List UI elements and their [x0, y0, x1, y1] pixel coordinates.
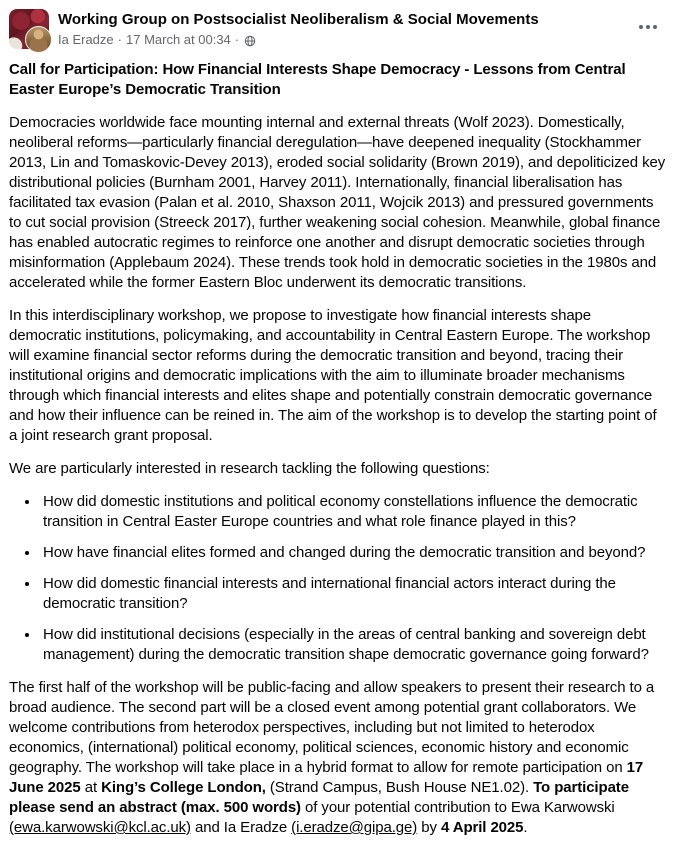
question-item-3: • How did domestic financial interests and international financial actors interact during the democratic transition?: [40, 574, 666, 614]
post-options-button[interactable]: [631, 15, 665, 39]
byline-separator-2: ·: [234, 32, 240, 47]
deadline-date: 4 April 2025: [440, 819, 524, 836]
venue-name: King’s College London,: [101, 779, 266, 796]
paragraph-context: Democracies worldwide face mounting internal and external threats (Wolf 2023). Domestically, neoliberal reforms—particularly financial deregulation—have deepened inequality (Stockhammer 2013, Lin and Tomaskovic-Devey 2013), eroded social solidarity (Brown 2019), and depoliticized key distributional policies (Burnham 2001, Harvey 2011). Internationally, financial liberalisation has facilitated tax evasion (Palan et al. 2010, Shaxson 2011, Wojcik 2013) and pressured governments to cut social provision (Streeck 2017), further weakening social cohesion. Meanwhile, global finance has enabled autocratic regimes to reinforce one another and disrupt democratic societies through misinformation (Applebaum 2024). These trends took hold in democratic societies in the 1980s and accelerated while the former Eastern Bloc underwent its democratic transitions.: [9, 114, 666, 291]
byline-separator: ·: [117, 32, 122, 47]
question-item-1: • How did domestic institutions and political economy constellations influence the democratic transition in Central Easter Europe countries and what role finance played in this?: [40, 492, 666, 532]
globe-icon: [244, 34, 256, 46]
workshop-date: 17 June 2025: [9, 759, 644, 796]
post-title: Call for Participation: How Financial Interests Shape Democracy - Lessons from Central Easter Europe’s Democratic Transition: [9, 61, 626, 98]
venue-details: (Strand Campus, Bush House NE1.02).: [265, 779, 534, 796]
timestamp-link[interactable]: 17 March at 00:34: [126, 32, 231, 47]
byline: [58, 31, 631, 48]
questions-list: [9, 492, 666, 665]
ellipsis-icon: [639, 25, 643, 29]
closing-text-4: and Ia Eradze: [190, 819, 292, 836]
closing-text-5: by: [417, 819, 441, 836]
ellipsis-icon: [653, 25, 657, 29]
avatar[interactable]: [9, 9, 49, 49]
author-link[interactable]: Ia Eradze: [58, 32, 114, 47]
questions-intro: We are particularly interested in research tackling the following questions:: [9, 460, 490, 477]
question-item-2: • How have financial elites formed and changed during the democratic transition and beyond?: [40, 543, 666, 563]
closing-text-1: The first half of the workshop will be public-facing and allow speakers to present their research to a broad audience. The second part will be a closed event among potential grant collaborators. We welcome contributions from heterodox perspectives, including but not limited to heterodox economics, (international) political economy, political sciences, economic history and economic geography. The workshop will take place in a hybrid format to allow for remote participation on: [9, 679, 655, 776]
participation-instruction: To participate please send an abstract (max. 500 words): [9, 779, 629, 816]
post-header: [0, 0, 675, 54]
closing-text-6: .: [523, 819, 528, 836]
email-link-eradze[interactable]: (i.eradze@gipa.ge): [291, 819, 418, 836]
post-body: [0, 54, 675, 861]
closing-paragraph: [9, 678, 666, 838]
header-text: [58, 9, 631, 48]
author-avatar-image: [25, 26, 52, 53]
question-item-4: • How did institutional decisions (especially in the areas of central banking and sovereign debt management) during the democratic transition shape democratic governance going forward?: [40, 625, 666, 665]
paragraph-workshop: In this interdisciplinary workshop, we propose to investigate how financial interests shape democratic institutions, policymaking, and accountability in Central Eastern Europe. The workshop will examine financial sector reforms during the democratic transition and beyond, tracing their institutional origins and democratic implications with the aim to illuminate broader mechanisms through which financial interests and elites shape and potentially constrain democratic governance and how their influence can be reined in. The aim of the workshop is to develop the starting point of a joint research grant proposal.: [9, 307, 657, 444]
ellipsis-icon: [646, 25, 650, 29]
closing-text-2: at: [80, 779, 102, 796]
email-link-karwowski[interactable]: (ewa.karwowski@kcl.ac.uk): [9, 819, 191, 836]
closing-text-3: of your potential contribution to Ewa Karwowski: [300, 799, 615, 816]
group-name-link[interactable]: Working Group on Postsocialist Neoliberalism & Social Movements: [58, 11, 539, 28]
